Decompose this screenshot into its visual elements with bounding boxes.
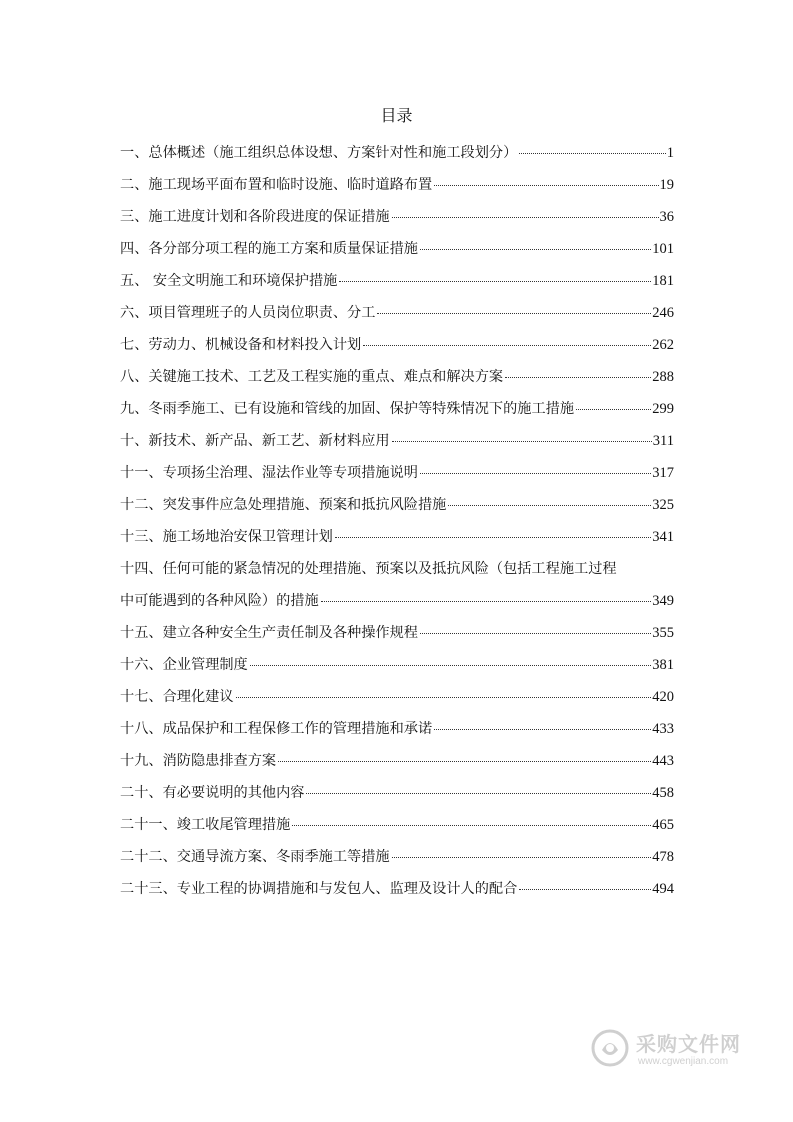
- toc-leader-dots: [321, 601, 652, 602]
- toc-page-number: 433: [652, 721, 674, 737]
- toc-entry-text: 十七、合理化建议: [120, 689, 234, 705]
- watermark-logo-icon: [590, 1028, 630, 1068]
- toc-leader-dots: [420, 473, 651, 474]
- toc-entry[interactable]: [120, 265, 674, 297]
- toc-page-number: 355: [652, 625, 674, 641]
- toc-page-number: 317: [652, 465, 674, 481]
- toc-page-number: 1: [666, 145, 674, 161]
- toc-leader-dots: [434, 185, 658, 186]
- toc-entry-text: 八、关键施工技术、工艺及工程实施的重点、难点和解决方案: [120, 369, 504, 385]
- toc-leader-dots: [377, 313, 651, 314]
- toc-entry[interactable]: [120, 777, 674, 809]
- toc-leader-dots: [420, 633, 651, 634]
- toc-entry[interactable]: [120, 681, 674, 713]
- toc-leader-dots: [505, 377, 651, 378]
- toc-page-number: 299: [652, 401, 674, 417]
- toc-entry[interactable]: [120, 425, 674, 457]
- toc-leader-dots: [392, 857, 652, 858]
- toc-entry[interactable]: [120, 873, 674, 905]
- toc-leader-dots: [278, 761, 651, 762]
- toc-entry-text: 五、 安全文明施工和环境保护措施: [120, 273, 338, 289]
- toc-leader-dots: [576, 409, 651, 410]
- toc-entry-text: 二、施工现场平面布置和临时设施、临时道路布置: [120, 177, 433, 193]
- toc-entry-text: 十三、施工场地治安保卫管理计划: [120, 529, 333, 545]
- toc-entry[interactable]: [120, 361, 674, 393]
- toc-entry[interactable]: [120, 745, 674, 777]
- toc-page-number: 311: [652, 433, 674, 449]
- toc-list: [120, 137, 674, 905]
- toc-entry-text: 十五、建立各种安全生产责任制及各种操作规程: [120, 625, 418, 641]
- toc-entry-text: 十六、企业管理制度: [120, 657, 248, 673]
- toc-page-number: 288: [652, 369, 674, 385]
- toc-entry[interactable]: [120, 201, 674, 233]
- toc-leader-dots: [292, 825, 651, 826]
- watermark-name: 采购文件网: [636, 1032, 741, 1056]
- toc-entry-text: 二十一、竣工收尾管理措施: [120, 817, 291, 833]
- toc-page-number: 349: [652, 593, 674, 609]
- toc-leader-dots: [448, 505, 651, 506]
- toc-page-number: 181: [652, 273, 674, 289]
- toc-entry[interactable]: [120, 841, 674, 873]
- toc-page-number: 36: [659, 209, 674, 225]
- toc-page-number: 458: [652, 785, 674, 801]
- toc-entry-text: 四、各分部分项工程的施工方案和质量保证措施: [120, 241, 418, 257]
- toc-entry-text: 二十二、交通导流方案、冬雨季施工等措施: [120, 849, 390, 865]
- toc-leader-dots: [363, 345, 651, 346]
- toc-leader-dots: [434, 729, 651, 730]
- toc-page-number: 262: [652, 337, 674, 353]
- toc-entry[interactable]: [120, 457, 674, 489]
- toc-entry[interactable]: [120, 521, 674, 553]
- toc-leader-dots: [339, 281, 651, 282]
- toc-entry[interactable]: [120, 233, 674, 265]
- toc-entry-text: 九、冬雨季施工、已有设施和管线的加固、保护等特殊情况下的施工措施: [120, 401, 575, 417]
- toc-leader-dots: [250, 665, 652, 666]
- toc-leader-dots: [392, 217, 659, 218]
- toc-entry-text: 十二、突发事件应急处理措施、预案和抵抗风险措施: [120, 497, 447, 513]
- toc-entry-text: 七、劳动力、机械设备和材料投入计划: [120, 337, 362, 353]
- toc-entry-text: 十、新技术、新产品、新工艺、新材料应用: [120, 433, 390, 449]
- toc-page-number: 381: [652, 657, 674, 673]
- toc-page-number: 101: [652, 241, 674, 257]
- toc-leader-dots: [335, 537, 651, 538]
- toc-entry[interactable]: [120, 169, 674, 201]
- toc-entry-text: 十九、消防隐患排查方案: [120, 753, 277, 769]
- toc-entry[interactable]: [120, 649, 674, 681]
- toc-page-number: 341: [652, 529, 674, 545]
- toc-leader-dots: [392, 441, 652, 442]
- toc-leader-dots: [420, 249, 651, 250]
- toc-entry-text: 二十三、专业工程的协调措施和与发包人、监理及设计人的配合: [120, 881, 518, 897]
- toc-page-number: 325: [652, 497, 674, 513]
- toc-page-number: 19: [659, 177, 674, 193]
- toc-entry[interactable]: [120, 329, 674, 361]
- toc-page-number: 420: [652, 689, 674, 705]
- toc-page-number: 465: [652, 817, 674, 833]
- toc-leader-dots: [236, 697, 652, 698]
- toc-entry-text: 六、项目管理班子的人员岗位职责、分工: [120, 305, 376, 321]
- toc-page-number: 494: [652, 881, 674, 897]
- toc-entry-text: 三、施工进度计划和各阶段进度的保证措施: [120, 209, 390, 225]
- toc-title: 目录: [380, 106, 413, 125]
- toc-page-number: 443: [652, 753, 674, 769]
- toc-leader-dots: [519, 889, 651, 890]
- toc-entry[interactable]: [120, 489, 674, 521]
- toc-leader-dots: [519, 153, 665, 154]
- watermark-url: www.cgwenjian.com: [638, 1056, 729, 1067]
- toc-entry-text: 十一、专项扬尘治理、湿法作业等专项措施说明: [120, 465, 418, 481]
- toc-entry[interactable]: [120, 713, 674, 745]
- toc-entry[interactable]: [120, 553, 674, 617]
- toc-leader-dots: [306, 793, 651, 794]
- watermark: [590, 1026, 750, 1076]
- toc-entry-text: 二十、有必要说明的其他内容: [120, 785, 305, 801]
- toc-entry-text: 一、总体概述（施工组织总体设想、方案针对性和施工段划分）: [120, 145, 518, 161]
- toc-entry-text: 十八、成品保护和工程保修工作的管理措施和承诺: [120, 721, 433, 737]
- toc-entry[interactable]: [120, 297, 674, 329]
- toc-entry[interactable]: [120, 809, 674, 841]
- toc-entry[interactable]: [120, 617, 674, 649]
- toc-entry-text-continued: 中可能遇到的各种风险）的措施: [120, 593, 319, 609]
- toc-page-number: 478: [652, 849, 674, 865]
- toc-entry-text: 十四、任何可能的紧急情况的处理措施、预案以及抵抗风险（包括工程施工过程: [120, 561, 617, 577]
- toc-page-number: 246: [652, 305, 674, 321]
- toc-entry[interactable]: [120, 137, 674, 169]
- toc-entry[interactable]: [120, 393, 674, 425]
